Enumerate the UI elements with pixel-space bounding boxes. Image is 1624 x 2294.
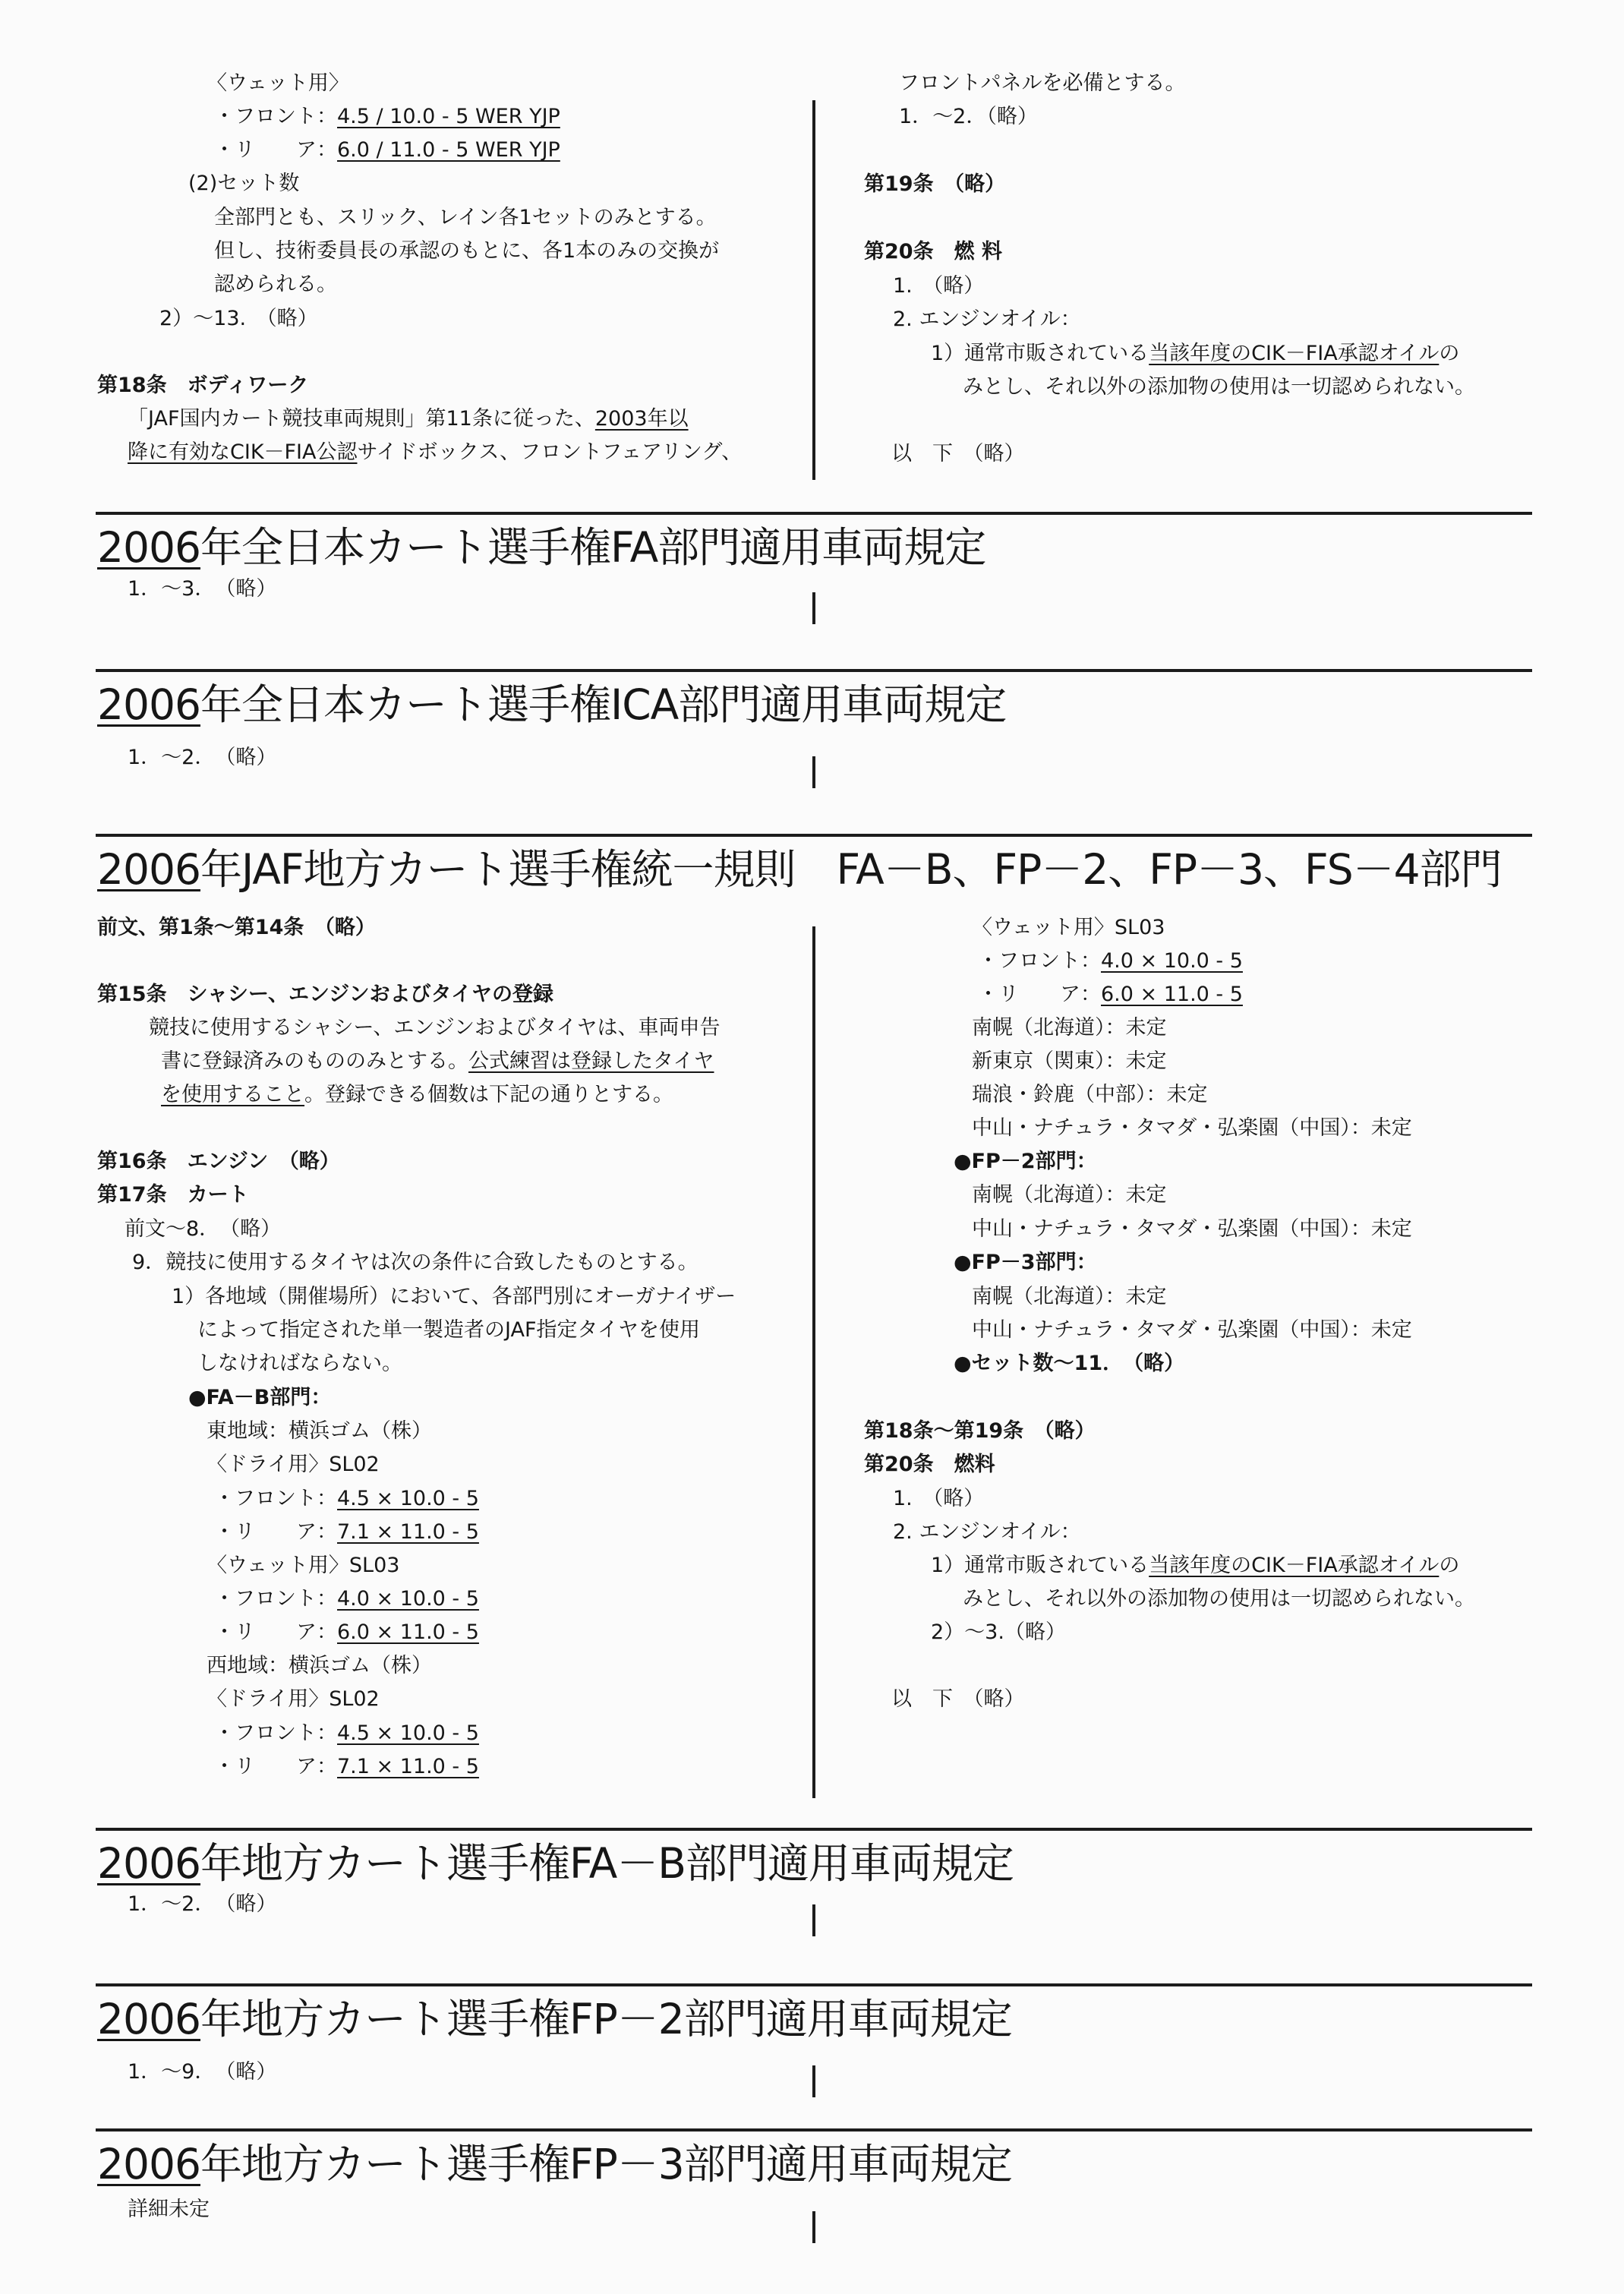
underlined-text: 6.0 × 11.0 - 5: [337, 1620, 479, 1644]
underlined-text: 4.0 × 10.0 - 5: [1101, 949, 1243, 973]
rule-left-line: [214, 1482, 479, 1516]
rule-right-line: [931, 1549, 1459, 1582]
rule-right-line: 〈ウェット用〉SL03: [972, 916, 1165, 939]
rule-right-line: 2. エンジンオイル：: [893, 1520, 1081, 1544]
top-left-line: 認められる。: [214, 273, 337, 296]
text-run: ・リ ア：: [978, 983, 1101, 1006]
text-run: ・フロント：: [214, 105, 337, 128]
rule-right-line: 中山・ナチュラ・タマダ・弘楽園（中国）：未定: [972, 1116, 1412, 1140]
heading-year: 2006: [97, 680, 200, 729]
rule-left-line: [214, 1516, 479, 1549]
section-body: 1．～9． （略）: [128, 2060, 277, 2084]
rule-left-line: [161, 1078, 673, 1112]
section-rule: [96, 1828, 1532, 1831]
rule-right-line: 1. （略）: [893, 1487, 985, 1510]
top-left-line: [128, 402, 689, 436]
top-right-line: 1. （略）: [893, 274, 985, 298]
text-run: の: [1439, 342, 1460, 365]
rule-left-line: 前文、第1条～第14条 （略）: [97, 916, 376, 939]
top-right-line: 2. エンジンオイル：: [893, 308, 1081, 331]
text-run: 1）通常市販されている: [931, 1554, 1149, 1577]
rule-right-line: 中山・ナチュラ・タマダ・弘楽園（中国）：未定: [972, 1217, 1412, 1241]
top-right-line: フロントパネルを必備とする。: [899, 71, 1186, 95]
column-divider: [812, 756, 815, 788]
rule-left-line: 第17条 カート: [97, 1183, 249, 1207]
heading-title: 年JAF地方カート選手権統一規則 FA－B、FP－2、FP－3、FS－4部門: [200, 845, 1502, 894]
rule-right-line: みとし、それ以外の添加物の使用は一切認められない。: [963, 1587, 1475, 1611]
rule-left-line: [214, 1616, 479, 1649]
underlined-text: 当該年度のCIK－FIA承認オイル: [1149, 1554, 1440, 1577]
underlined-text: 2003年以: [594, 407, 689, 431]
rule-left-line: 〈ドライ用〉SL02: [207, 1687, 380, 1711]
top-right-line: 以 下 （略）: [891, 442, 1025, 465]
rule-right-line: ●セット数～11． （略）: [954, 1352, 1185, 1375]
rule-right-line: [978, 978, 1243, 1011]
text-run: ・リ ア：: [214, 1620, 337, 1644]
rule-left-line: [214, 1717, 479, 1750]
column-divider: [812, 592, 815, 624]
section-heading: [97, 678, 1006, 731]
rule-left-line: 1）各地域（開催場所）において、各部門別にオーガナイザー: [172, 1285, 736, 1308]
section-body: 詳細未定: [128, 2198, 210, 2221]
section-body: 1．～2． （略）: [128, 1892, 277, 1916]
section-heading: [97, 1993, 1012, 2046]
column-divider: [812, 926, 815, 1798]
heading-title: 年全日本カート選手権ICA部門適用車両規定: [200, 680, 1007, 729]
underlined-text: 4.5 × 10.0 - 5: [337, 1721, 479, 1745]
rule-right-line: ●FP－2部門：: [954, 1150, 1097, 1173]
column-divider: [812, 2065, 815, 2097]
heading-year: 2006: [97, 1839, 200, 1888]
top-left-line: [214, 134, 560, 167]
top-right-line: みとし、それ以外の添加物の使用は一切認められない。: [963, 375, 1475, 399]
rule-left-line: しなければならない。: [197, 1352, 402, 1375]
underlined-text: 6.0 × 11.0 - 5: [1101, 983, 1243, 1006]
section-rule: [96, 1983, 1532, 1986]
top-right-line: 第19条 （略）: [864, 172, 1006, 196]
top-right-line: [931, 337, 1459, 371]
heading-title: 年地方カート選手権FP－2部門適用車両規定: [200, 1995, 1012, 2043]
underlined-text: 当該年度のCIK－FIA承認オイル: [1149, 342, 1440, 365]
rule-left-line: 9．競技に使用するタイヤは次の条件に合致したものとする。: [132, 1251, 698, 1274]
heading-year: 2006: [97, 1995, 200, 2043]
text-run: 1）通常市販されている: [931, 342, 1149, 365]
top-left-line: [214, 100, 560, 134]
section-heading: [97, 2138, 1012, 2191]
rule-right-line: 中山・ナチュラ・タマダ・弘楽園（中国）：未定: [972, 1318, 1412, 1342]
rule-left-line: 〈ドライ用〉SL02: [207, 1453, 380, 1476]
top-left-line: 2）～13. （略）: [159, 307, 318, 330]
heading-year: 2006: [97, 2140, 200, 2188]
rule-left-line: 東地域：横浜ゴム（株）: [207, 1419, 432, 1443]
column-divider: [812, 100, 815, 480]
column-divider: [812, 1904, 815, 1936]
heading-year: 2006: [97, 845, 200, 894]
top-left-line: 第18条 ボディワーク: [97, 374, 309, 397]
top-left-line: 全部門とも、スリック、レイン各1セットのみとする。: [214, 206, 717, 229]
rule-left-line: 西地域：横浜ゴム（株）: [207, 1654, 432, 1677]
text-run: 。登録できる個数は下記の通りとする。: [304, 1083, 673, 1106]
section-rule: [96, 2128, 1532, 2131]
column-divider: [812, 2211, 815, 2243]
underlined-text: 公式練習は登録したタイヤ: [468, 1049, 714, 1073]
rule-left-line: [161, 1045, 714, 1078]
text-run: ・リ ア：: [214, 1520, 337, 1544]
rule-right-line: 第20条 燃料: [864, 1453, 995, 1476]
heading-title: 年全日本カート選手権FA部門適用車両規定: [200, 523, 986, 572]
top-left-line: [128, 436, 742, 469]
rule-right-line: [978, 945, 1243, 978]
section-rule: [96, 834, 1532, 837]
rule-right-line: 以 下 （略）: [891, 1687, 1025, 1711]
heading-title: 年地方カート選手権FA－B部門適用車両規定: [200, 1839, 1014, 1888]
text-run: ・リ ア：: [214, 1755, 337, 1778]
rule-left-line: [214, 1750, 479, 1784]
section-body: 1．～3． （略）: [128, 577, 277, 601]
text-run: ・フロント：: [214, 1721, 337, 1745]
rule-left-line: 第15条 シャシー、エンジンおよびタイヤの登録: [97, 983, 554, 1006]
rule-left-line: 競技に使用するシャシー、エンジンおよびタイヤは、車両申告: [149, 1016, 721, 1040]
underlined-text: 7.1 × 11.0 - 5: [337, 1520, 479, 1544]
rule-right-line: 2）～3.（略）: [931, 1620, 1066, 1644]
rule-right-line: 南幌（北海道）：未定: [972, 1285, 1167, 1308]
underlined-text: 4.5 / 10.0 - 5 WER YJP: [337, 105, 560, 128]
underlined-text: 4.5 × 10.0 - 5: [337, 1487, 479, 1510]
top-left-line: (2)セット数: [188, 172, 300, 195]
rule-right-line: 南幌（北海道）：未定: [972, 1016, 1167, 1040]
top-left-line: 〈ウェット用〉: [207, 71, 349, 95]
rule-left-line: によって指定された単一製造者のJAF指定タイヤを使用: [197, 1318, 700, 1342]
heading-year: 2006: [97, 523, 200, 572]
rule-right-line: 南幌（北海道）：未定: [972, 1183, 1167, 1207]
top-right-line: 第20条 燃 料: [864, 240, 1002, 263]
text-run: ・フロント：: [214, 1487, 337, 1510]
section-heading: [97, 521, 985, 574]
rule-left-line: 第16条 エンジン （略）: [97, 1150, 340, 1173]
text-run: ・フロント：: [214, 1587, 337, 1611]
top-right-line: 1．～2．（略）: [899, 105, 1038, 128]
underlined-text: 4.0 × 10.0 - 5: [337, 1587, 479, 1611]
underlined-text: 降に有効なCIK－FIA公認: [128, 440, 358, 464]
underlined-text: 7.1 × 11.0 - 5: [337, 1755, 479, 1778]
text-run: ・フロント：: [978, 949, 1101, 973]
rule-right-line: 瑞浪・鈴鹿（中部）：未定: [972, 1083, 1208, 1106]
text-run: ・リ ア：: [214, 138, 337, 162]
section-body: 1．～2． （略）: [128, 746, 277, 769]
section-rule: [96, 512, 1532, 515]
heading-title: 年地方カート選手権FP－3部門適用車両規定: [200, 2140, 1012, 2188]
text-run: の: [1439, 1554, 1460, 1577]
top-left-line: 但し、技術委員長の承認のもとに、各1本のみの交換が: [214, 239, 720, 263]
rule-right-line: 第18条～第19条 （略）: [864, 1419, 1096, 1443]
section-rule: [96, 669, 1532, 672]
rule-right-line: 新東京（関東）：未定: [972, 1049, 1167, 1073]
rule-right-line: ●FP－3部門：: [954, 1251, 1097, 1274]
text-run: 「JAF国内カート競技車両規則」第11条に従った、: [128, 407, 595, 431]
rule-left-line: ●FA－B部門：: [188, 1386, 332, 1409]
rule-left-line: 前文～8． （略）: [125, 1217, 282, 1241]
section-heading: [97, 1837, 1014, 1890]
text-run: 書に登録済みのもののみとする。: [161, 1049, 468, 1073]
underlined-text: 6.0 / 11.0 - 5 WER YJP: [337, 138, 560, 162]
rule-left-line: 〈ウェット用〉SL03: [207, 1554, 400, 1577]
underlined-text: を使用すること: [161, 1083, 304, 1106]
text-run: サイドボックス、フロントフェアリング、: [357, 440, 743, 464]
rule-left-line: [214, 1582, 479, 1616]
section-heading: [97, 843, 1502, 896]
